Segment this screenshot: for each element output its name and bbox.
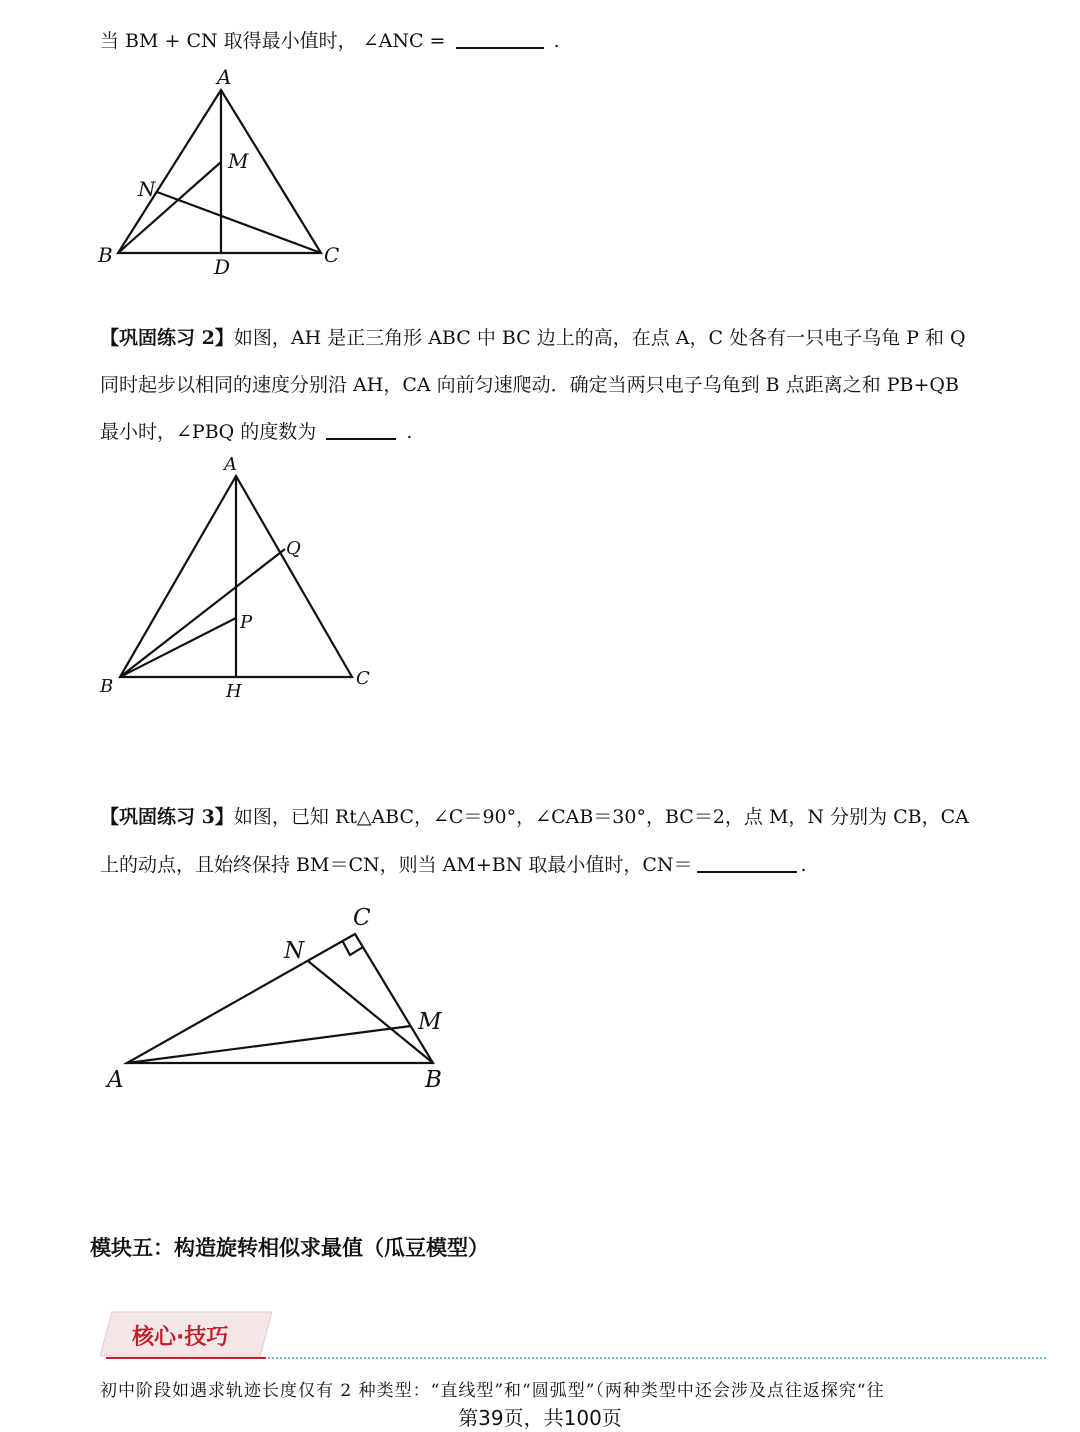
q2-line-3 <box>100 418 412 446</box>
q2-triangle-figure <box>90 450 390 710</box>
q1-label-n: N <box>138 177 156 201</box>
q2-label-p: P <box>240 612 253 633</box>
q3-segment-am <box>127 1026 411 1063</box>
q3-text-2: 上的动点，且始终保持 BM＝CN，则当 AM+BN 取最小值时，CN＝ <box>100 854 693 876</box>
q3-label-n: N <box>284 938 305 964</box>
q2-segment-bq <box>120 549 285 677</box>
q2-label-a: A <box>224 454 237 475</box>
q2-text-3: 最小时，∠PBQ 的度数为 <box>100 421 317 443</box>
tip-divider <box>268 1357 1046 1359</box>
q2-answer-blank[interactable] <box>326 418 396 440</box>
q1-text: 当 BM + CN 取得最小值时， ∠ANC = <box>100 30 446 52</box>
q2-label-q: Q <box>286 538 301 559</box>
q3-line-2 <box>100 851 807 879</box>
q2-line-1 <box>100 324 966 352</box>
q2-label-h: H <box>226 681 242 702</box>
q3-text-1: 如图，已知 Rt△ABC，∠C＝90°，∠CAB＝30°，BC＝2，点 M，N 分别为 CB，CA <box>233 806 969 828</box>
q2-label-b: B <box>100 676 114 697</box>
q3-answer-blank[interactable] <box>697 851 797 873</box>
q1-line <box>100 27 560 55</box>
q1-tail: . <box>553 30 560 52</box>
q2-tag: 【巩固练习 2】 <box>100 327 234 349</box>
tip-label: 核心·技巧 <box>132 1325 229 1350</box>
q2-line-2 <box>100 371 959 399</box>
q2-tail: . <box>406 421 413 443</box>
q2-label-c: C <box>356 668 370 689</box>
bottom-text: 初中阶段如遇求轨迹长度仅有 2 种类型：“直线型”和“圆弧型”（两种类型中还会涉及点往返探究“往 <box>100 1381 885 1401</box>
q3-triangle-figure <box>90 895 470 1105</box>
q1-label-d: D <box>214 255 231 279</box>
q2-text-1: 如图，AH 是正三角形 ABC 中 BC 边上的高，在点 A，C 处各有一只电子乌龟 P 和 Q <box>233 327 966 349</box>
q2-text-2: 同时起步以相同的速度分别沿 AH，CA 向前匀速爬动．确定当两只电子乌龟到 B 点距离之和 PB+QB <box>100 374 959 396</box>
q1-label-a: A <box>217 65 232 89</box>
q1-triangle-abc <box>118 90 321 253</box>
q3-tail: . <box>800 854 807 876</box>
q1-answer-blank[interactable] <box>456 27 544 49</box>
q3-label-b: B <box>425 1067 442 1093</box>
q1-segment-bm <box>118 162 221 253</box>
page-footer: 第39页，共100页 <box>458 1406 622 1430</box>
q1-label-b: B <box>98 243 113 267</box>
q1-label-m: M <box>228 149 249 173</box>
q3-segment-bn <box>308 961 433 1063</box>
q1-label-c: C <box>324 243 340 267</box>
module-title: 模块五：构造旋转相似求最值（瓜豆模型） <box>90 1236 489 1260</box>
q3-label-m: M <box>418 1009 442 1035</box>
q3-label-c: C <box>353 905 371 931</box>
q3-label-a: A <box>107 1067 124 1093</box>
q1-triangle-figure <box>90 62 360 284</box>
q1-segment-nc <box>157 192 321 253</box>
q3-tag: 【巩固练习 3】 <box>100 806 234 828</box>
q3-line-1 <box>100 803 969 831</box>
